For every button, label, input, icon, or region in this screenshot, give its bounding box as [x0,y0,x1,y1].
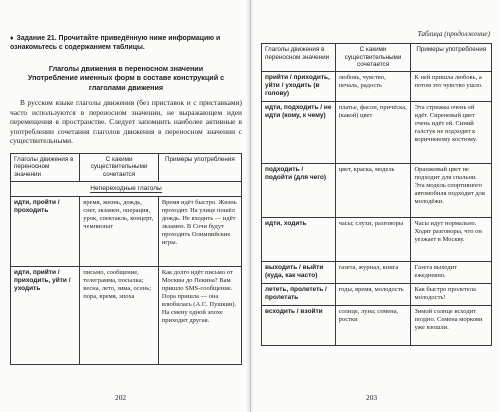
table-continuation-title: Таблица (продолжение) [417,30,490,38]
examples-cell: Как быстро пролетела молодость! [411,283,492,305]
table-row [262,71,492,101]
verb-cell: идти, прийти / приходить, уйти / уходить [11,266,80,364]
verb-cell: лететь, пролететь / пролетать [262,283,336,305]
verb-cell: выходить / выйти (куда, как часто) [262,261,336,283]
section-title: Глаголы движения в переносном значении [48,64,204,73]
examples-cell: Как долго идёт письмо от Москвы до Пекина? Вам пришло SMS-сообщение. Пора пришла — она влюбилась (А.С. Пушкин). На смену одной эпохе приходит другая. [158,266,241,364]
header-col-verbs: Глаголы движения в переносном значении [11,153,80,181]
group-label: Непереходные глаголы [90,184,162,192]
examples-cell: Газета выходит ежедневно. [411,261,492,283]
verb-cell: идти, подходить / не идти (кому, к чему) [262,101,336,163]
nouns-cell: письмо, сообщение, телеграмма, посылка; весна, лето, зима, осень; пора, время, эпоха [80,266,159,364]
examples-cell: Время идёт быстро. Жизнь проходит. На улице пошёл дождь. Не входить — идёт экзамен. В Сочи будут проходить Олимпийские игры. [158,196,241,266]
header-col-nouns: С какими существительными сочетается [335,44,411,72]
table-row [11,266,242,364]
nouns-cell: годы, время, молодость [335,283,411,305]
nouns-cell: время, жизнь, дождь, снег, экзамен, операция, урок, спектакль, концерт, чемпионат [80,196,159,266]
diamond-icon: ♦ [10,35,14,42]
verb-cell: идти, пройти / проходить [11,196,80,266]
examples-cell: К ней пришла любовь, а потом это чувство ушло. [411,71,492,101]
examples-cell: Эта стрижка очень ей идёт. Сиреневый цвет очень идёт ей. Синий галстук не подходит к коричневому костюму. [411,101,492,163]
table-row [262,283,492,305]
section-subtitle: Употребление именных форм в составе конструкций с глаголами движения [27,73,225,92]
header-col-examples: Примеры употребления [158,153,241,181]
header-col-examples: Примеры употребления [411,44,492,72]
page-number-left: 202 [115,393,127,402]
verb-cell: идти, ходить [262,217,336,261]
examples-cell: Оранжевый цвет не подходит для спальни. Эта модель спортивного автомобиля подходит для молодёжи. [411,163,492,217]
table-row [262,163,492,217]
verbs-table-right [261,43,492,346]
task-heading [10,34,242,52]
verbs-table-left [10,153,242,365]
examples-cell: Часы идут нормально. Ходят разговоры, что он уезжает в Москву. [411,217,492,261]
nouns-cell: любовь, чувство, печаль, радость [335,71,411,101]
table-header-row [262,44,492,72]
table-row [262,217,492,261]
right-page [250,0,500,412]
table-row [262,101,492,163]
nouns-cell: платье, фасон, причёска, (какой) цвет [335,101,411,163]
book-spine [246,0,254,412]
table-row [262,305,492,345]
header-col-nouns: С какими существительными сочетается [80,153,159,181]
header-col-verbs: Глаголы движения в переносном значении [262,44,336,72]
table-row [11,196,242,266]
nouns-cell: цвет, краска, модель [335,163,411,217]
group-row [11,181,242,196]
nouns-cell: солнце, луна; семена, ростки [335,305,411,345]
task-text: Задание 21. Прочитайте приведённую ниже информацию и ознакомьтесь с содержанием таблицы. [10,35,221,51]
page-number-right: 203 [366,393,378,402]
intro-paragraph: В русском языке глаголы движения (без приставок и с приставками) часто используются в переносном значении, не выражающем идеи перемещения в пространстве. Следует запомнить наиболее активные в употреблении сочетания глаголов движения в переносном значении с существительными. [10,98,242,146]
verb-cell: подходить / подойти (для чего) [262,163,336,217]
table-row [262,261,492,283]
nouns-cell: газета, журнал, книга [335,261,411,283]
nouns-cell: часы; слухи, разговоры [335,217,411,261]
table-header-row [11,153,242,181]
verb-cell: прийти / приходить, уйти / уходить (в голову) [262,71,336,101]
examples-cell: Зимой солнце всходит поздно. Семена моркови уже взошли. [411,305,492,345]
verb-cell: всходить / взойти [262,305,336,345]
